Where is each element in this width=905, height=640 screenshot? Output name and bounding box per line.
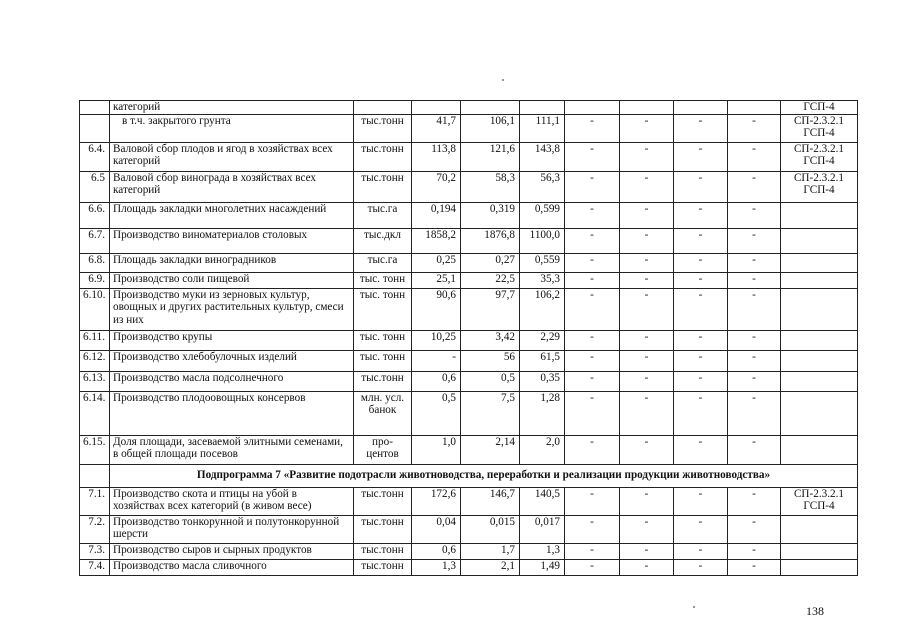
value-cell: [461, 101, 520, 115]
value-cell: 41,7: [412, 115, 461, 143]
value-cell: 58,3: [461, 172, 520, 203]
value-cell: 56: [461, 351, 520, 372]
dash-cell: -: [728, 203, 781, 229]
source-cell: [781, 516, 858, 544]
dash-cell: -: [620, 436, 674, 465]
dash-cell: [728, 101, 781, 115]
source-cell: [781, 229, 858, 254]
source-cell: ГСП-4: [781, 101, 858, 115]
source-cell: [781, 273, 858, 289]
indicator-name-cell: Производство соли пищевой: [110, 273, 354, 289]
value-cell: 90,6: [412, 289, 461, 331]
value-cell: 0,27: [461, 254, 520, 273]
dash-cell: -: [728, 516, 781, 544]
indicator-name-cell: Производство сыров и сырных продуктов: [110, 544, 354, 560]
row-number-cell: 6.7.: [80, 229, 110, 254]
row-number-cell: 6.6.: [80, 203, 110, 229]
value-cell: 0,6: [412, 544, 461, 560]
value-cell: 0,559: [520, 254, 565, 273]
value-cell: 121,6: [461, 143, 520, 172]
dash-cell: -: [620, 115, 674, 143]
source-cell: [781, 351, 858, 372]
source-cell: [781, 436, 858, 465]
value-cell: 1,49: [520, 560, 565, 576]
dash-cell: -: [674, 254, 728, 273]
dash-cell: -: [620, 516, 674, 544]
indicator-name-cell: Производство виноматериалов столовых: [110, 229, 354, 254]
unit-cell: тыс.га: [354, 254, 412, 273]
dash-cell: -: [620, 392, 674, 436]
dash-cell: -: [565, 203, 620, 229]
dash-cell: -: [565, 372, 620, 392]
value-cell: 1858,2: [412, 229, 461, 254]
unit-cell: тыс.тонн: [354, 172, 412, 203]
value-cell: 0,25: [412, 254, 461, 273]
indicator-name-cell: Производство муки из зерновых культур, овощных и других растительных культур, смеси из них: [110, 289, 354, 331]
value-cell: 1,28: [520, 392, 565, 436]
row-number-cell: 6.14.: [80, 392, 110, 436]
dash-cell: -: [674, 560, 728, 576]
value-cell: 0,015: [461, 516, 520, 544]
dash-cell: -: [565, 544, 620, 560]
unit-cell: тыс.тонн: [354, 544, 412, 560]
dash-cell: -: [620, 560, 674, 576]
dash-cell: -: [620, 544, 674, 560]
dash-cell: -: [565, 392, 620, 436]
value-cell: 143,8: [520, 143, 565, 172]
dash-cell: -: [728, 372, 781, 392]
dash-cell: -: [674, 544, 728, 560]
value-cell: 1,3: [412, 560, 461, 576]
table-row: [80, 516, 858, 544]
table-row: [80, 254, 858, 273]
row-number-cell: 6.10.: [80, 289, 110, 331]
value-cell: 10,25: [412, 331, 461, 351]
indicator-name-cell: категорий: [110, 101, 354, 115]
dash-cell: -: [565, 351, 620, 372]
dash-cell: -: [620, 331, 674, 351]
row-number-cell: 6.13.: [80, 372, 110, 392]
dash-cell: -: [728, 172, 781, 203]
source-cell: СП-2.3.2.1 ГСП-4: [781, 143, 858, 172]
row-number-cell: 6.8.: [80, 254, 110, 273]
table-row: [80, 203, 858, 229]
value-cell: 0,04: [412, 516, 461, 544]
dash-cell: -: [674, 229, 728, 254]
value-cell: 25,1: [412, 273, 461, 289]
value-cell: 0,599: [520, 203, 565, 229]
table-row: [80, 351, 858, 372]
source-cell: СП-2.3.2.1 ГСП-4: [781, 172, 858, 203]
row-number-cell: [80, 101, 110, 115]
unit-cell: тыс.тонн: [354, 115, 412, 143]
scan-speck: [693, 606, 695, 608]
table-row: [80, 436, 858, 465]
value-cell: 2,29: [520, 331, 565, 351]
dash-cell: -: [674, 436, 728, 465]
dash-cell: -: [565, 436, 620, 465]
scan-speck: [502, 79, 504, 81]
value-cell: 1100,0: [520, 229, 565, 254]
indicator-name-cell: Валовой сбор винограда в хозяйствах всех категорий: [110, 172, 354, 203]
value-cell: 0,35: [520, 372, 565, 392]
indicator-name-cell: Производство хлебобулочных изделий: [110, 351, 354, 372]
row-number-cell: 6.15.: [80, 436, 110, 465]
dash-cell: -: [620, 143, 674, 172]
dash-cell: -: [620, 351, 674, 372]
source-cell: [781, 560, 858, 576]
unit-cell: тыс.тонн: [354, 516, 412, 544]
dash-cell: -: [674, 143, 728, 172]
source-cell: [781, 544, 858, 560]
dash-cell: -: [565, 172, 620, 203]
dash-cell: -: [565, 560, 620, 576]
row-number-cell: 6.11.: [80, 331, 110, 351]
dash-cell: -: [728, 351, 781, 372]
dash-cell: -: [565, 143, 620, 172]
row-number-cell: 7.4.: [80, 560, 110, 576]
value-cell: 2,14: [461, 436, 520, 465]
dash-cell: -: [728, 488, 781, 516]
row-number-cell: 6.5: [80, 172, 110, 203]
indicator-table: [79, 100, 858, 576]
dash-cell: -: [674, 331, 728, 351]
dash-cell: -: [728, 254, 781, 273]
source-cell: [781, 203, 858, 229]
value-cell: 0,5: [412, 392, 461, 436]
dash-cell: -: [728, 143, 781, 172]
value-cell: 35,3: [520, 273, 565, 289]
dash-cell: -: [728, 115, 781, 143]
subprogram-title: Подпрограмма 7 «Развитие подотрасли животноводства, переработки и реализации продукции животноводства»: [110, 465, 858, 488]
dash-cell: -: [674, 372, 728, 392]
dash-cell: -: [565, 516, 620, 544]
indicator-name-cell: Производство скота и птицы на убой в хозяйствах всех категорий (в живом весе): [110, 488, 354, 516]
unit-cell: тыс.тонн: [354, 488, 412, 516]
dash-cell: -: [674, 172, 728, 203]
value-cell: 2,1: [461, 560, 520, 576]
source-cell: [781, 289, 858, 331]
indicator-name-cell: Производство тонкорунной и полутонкорунной шерсти: [110, 516, 354, 544]
dash-cell: -: [620, 203, 674, 229]
row-number-cell: 6.4.: [80, 143, 110, 172]
table-row: [80, 273, 858, 289]
unit-cell: про-центов: [354, 436, 412, 465]
dash-cell: -: [674, 203, 728, 229]
value-cell: 56,3: [520, 172, 565, 203]
row-number-cell: 6.12.: [80, 351, 110, 372]
table-row: [80, 101, 858, 115]
value-cell: 113,8: [412, 143, 461, 172]
dash-cell: -: [674, 392, 728, 436]
indicator-table-container: [79, 100, 858, 576]
subprogram-row: [80, 465, 858, 488]
dash-cell: -: [728, 289, 781, 331]
indicator-name-cell: в т.ч. закрытого грунта: [110, 115, 354, 143]
row-number-cell: 6.9.: [80, 273, 110, 289]
table-row: [80, 229, 858, 254]
dash-cell: -: [728, 560, 781, 576]
table-row: [80, 392, 858, 436]
unit-cell: тыс. тонн: [354, 351, 412, 372]
value-cell: -: [412, 351, 461, 372]
indicator-name-cell: Производство плодоовощных консервов: [110, 392, 354, 436]
value-cell: 1876,8: [461, 229, 520, 254]
dash-cell: -: [728, 331, 781, 351]
dash-cell: [620, 101, 674, 115]
dash-cell: -: [728, 392, 781, 436]
indicator-name-cell: Производство масла подсолнечного: [110, 372, 354, 392]
dash-cell: -: [728, 436, 781, 465]
value-cell: 0,5: [461, 372, 520, 392]
dash-cell: -: [620, 372, 674, 392]
value-cell: 1,7: [461, 544, 520, 560]
indicator-name-cell: Доля площади, засеваемой элитными семенами, в общей площади посевов: [110, 436, 354, 465]
value-cell: [412, 101, 461, 115]
dash-cell: -: [620, 172, 674, 203]
value-cell: 0,6: [412, 372, 461, 392]
dash-cell: [674, 101, 728, 115]
value-cell: 111,1: [520, 115, 565, 143]
indicator-name-cell: Валовой сбор плодов и ягод в хозяйствах всех категорий: [110, 143, 354, 172]
dash-cell: -: [565, 488, 620, 516]
dash-cell: -: [620, 229, 674, 254]
indicator-name-cell: Площадь закладки многолетних насаждений: [110, 203, 354, 229]
value-cell: 22,5: [461, 273, 520, 289]
unit-cell: тыс.га: [354, 203, 412, 229]
value-cell: 172,6: [412, 488, 461, 516]
value-cell: [520, 101, 565, 115]
unit-cell: тыс.тонн: [354, 372, 412, 392]
value-cell: 1,0: [412, 436, 461, 465]
value-cell: 1,3: [520, 544, 565, 560]
dash-cell: -: [565, 115, 620, 143]
table-row: [80, 289, 858, 331]
dash-cell: -: [565, 229, 620, 254]
table-row: [80, 331, 858, 351]
value-cell: 0,319: [461, 203, 520, 229]
dash-cell: -: [565, 331, 620, 351]
indicator-name-cell: Площадь закладки виноградников: [110, 254, 354, 273]
value-cell: 140,5: [520, 488, 565, 516]
source-cell: СП-2.3.2.1 ГСП-4: [781, 488, 858, 516]
dash-cell: -: [565, 254, 620, 273]
dash-cell: -: [728, 273, 781, 289]
subprogram-num-cell: [80, 465, 110, 488]
value-cell: 70,2: [412, 172, 461, 203]
dash-cell: -: [620, 289, 674, 331]
value-cell: 0,017: [520, 516, 565, 544]
source-cell: [781, 372, 858, 392]
row-number-cell: [80, 115, 110, 143]
unit-cell: тыс.тонн: [354, 143, 412, 172]
source-cell: [781, 331, 858, 351]
dash-cell: -: [674, 289, 728, 331]
subprogram-header-body: [80, 465, 858, 488]
dash-cell: [565, 101, 620, 115]
dash-cell: -: [674, 351, 728, 372]
table-body-top: [80, 101, 858, 465]
row-number-cell: 7.1.: [80, 488, 110, 516]
source-cell: [781, 392, 858, 436]
dash-cell: -: [674, 488, 728, 516]
dash-cell: -: [728, 544, 781, 560]
row-number-cell: 7.3.: [80, 544, 110, 560]
dash-cell: -: [674, 516, 728, 544]
unit-cell: [354, 101, 412, 115]
dash-cell: -: [620, 488, 674, 516]
dash-cell: -: [565, 289, 620, 331]
table-row: [80, 172, 858, 203]
unit-cell: млн. усл. банок: [354, 392, 412, 436]
value-cell: 146,7: [461, 488, 520, 516]
table-row: [80, 544, 858, 560]
dash-cell: -: [620, 254, 674, 273]
value-cell: 2,0: [520, 436, 565, 465]
page-number: 138: [806, 604, 824, 618]
value-cell: 106,1: [461, 115, 520, 143]
row-number-cell: 7.2.: [80, 516, 110, 544]
value-cell: 97,7: [461, 289, 520, 331]
indicator-name-cell: Производство крупы: [110, 331, 354, 351]
unit-cell: тыс. тонн: [354, 273, 412, 289]
value-cell: 106,2: [520, 289, 565, 331]
dash-cell: -: [620, 273, 674, 289]
unit-cell: тыс. тонн: [354, 289, 412, 331]
source-cell: [781, 254, 858, 273]
value-cell: 0,194: [412, 203, 461, 229]
dash-cell: -: [728, 229, 781, 254]
unit-cell: тыс.дкл: [354, 229, 412, 254]
table-row: [80, 488, 858, 516]
value-cell: 3,42: [461, 331, 520, 351]
table-body-bottom: [80, 488, 858, 576]
dash-cell: -: [565, 273, 620, 289]
dash-cell: -: [674, 115, 728, 143]
value-cell: 61,5: [520, 351, 565, 372]
unit-cell: тыс. тонн: [354, 331, 412, 351]
table-row: [80, 372, 858, 392]
table-row: [80, 115, 858, 143]
table-row: [80, 560, 858, 576]
indicator-name-cell: Производство масла сливочного: [110, 560, 354, 576]
unit-cell: тыс.тонн: [354, 560, 412, 576]
dash-cell: -: [674, 273, 728, 289]
source-cell: СП-2.3.2.1 ГСП-4: [781, 115, 858, 143]
value-cell: 7,5: [461, 392, 520, 436]
table-row: [80, 143, 858, 172]
